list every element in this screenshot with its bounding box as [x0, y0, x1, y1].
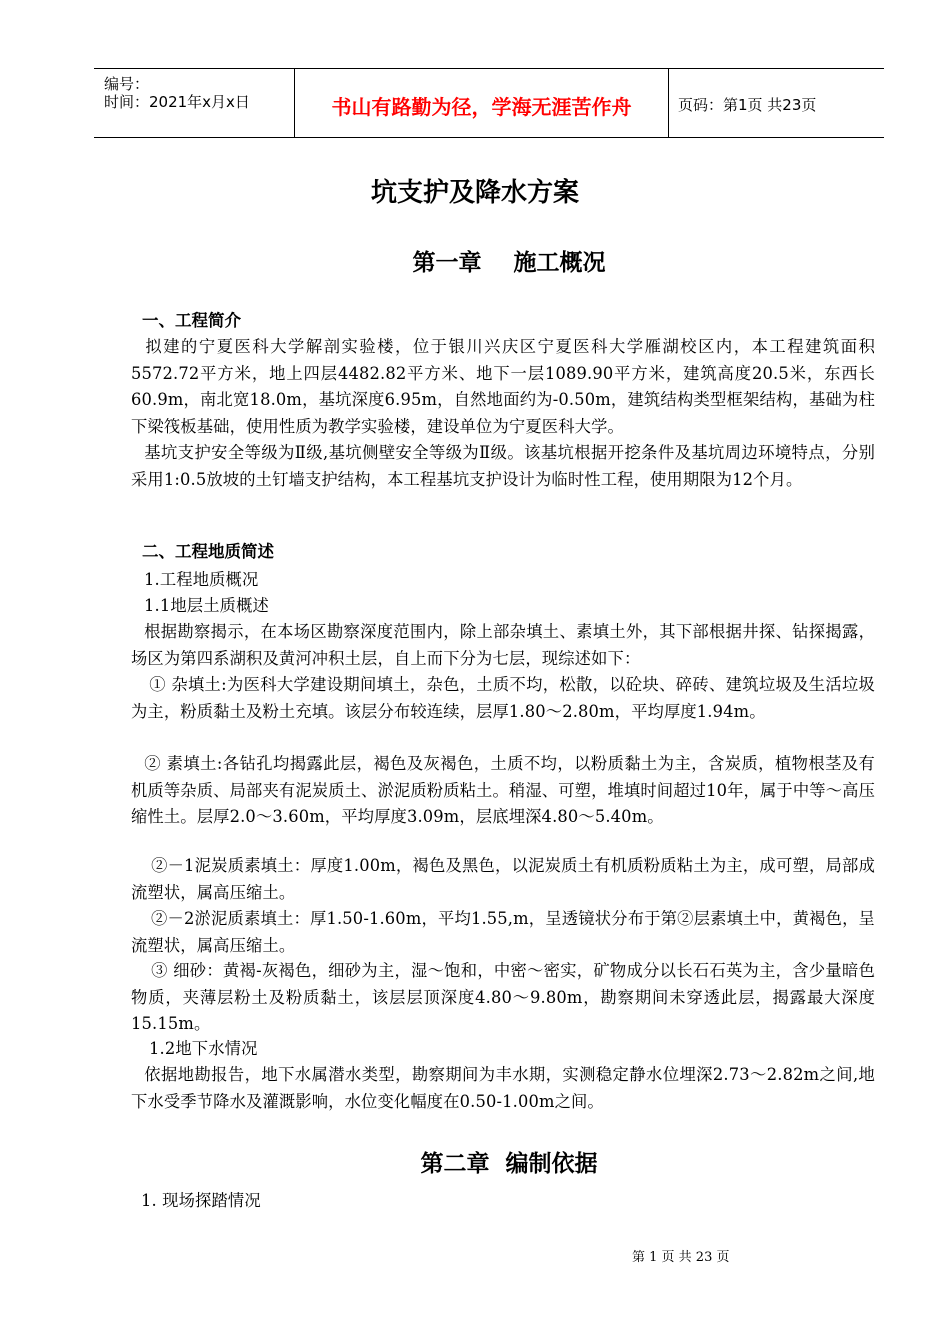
footer-page-number: 第 1 页 共 23 页	[632, 1250, 730, 1265]
header-page-info: 页码：第1页 共23页	[678, 96, 817, 114]
section-2-heading: 二、工程地质简述	[142, 542, 274, 561]
paragraph-groundwater	[131, 1062, 875, 1115]
subheading-text: 1.1地层土质概述	[144, 596, 269, 615]
paragraph-survey	[131, 619, 875, 672]
paragraph-text: 基坑支护安全等级为Ⅱ级,基坑侧壁安全等级为Ⅱ级。该基坑根据开挖条件及基坑周边环境特点，分别采用1:0.5放坡的土钉墙支护结构，本工程基坑支护设计为临时性工程，使用期限为12个月。	[131, 443, 875, 489]
list-item-site-survey	[131, 1188, 875, 1215]
paragraph-support-level	[131, 440, 875, 493]
paragraph-layer-1	[131, 672, 875, 725]
header-right-cell	[668, 69, 884, 137]
header-motto-cell	[294, 69, 669, 137]
document-title: 坑支护及降水方案	[370, 178, 579, 208]
subheading-strata	[131, 593, 875, 620]
paragraph-layer-3	[131, 958, 875, 1038]
paragraph-text: 根据勘察揭示，在本场区勘察深度范围内，除上部杂填土、素填土外，其下部根据井探、钻探揭露，场区为第四系湖积及黄河冲积土层，自上而下分为七层，现综述如下：	[131, 622, 875, 668]
subheading-text: 1.工程地质概况	[144, 570, 259, 589]
paragraph-text: ②－2淤泥质素填土：厚1.50-1.60m，平均1.55,m，呈透镜状分布于第②层素填土中，黄褐色，呈流塑状，属高压缩土。	[131, 909, 875, 955]
subheading-groundwater	[131, 1036, 875, 1063]
header-motto: 书山有路勤为径，学海无涯苦作舟	[331, 95, 632, 119]
page-header-table	[94, 68, 884, 138]
paragraph-text: 依据地勘报告，地下水属潜水类型，勘察期间为丰水期，实测稳定静水位埋深2.73～2.82m之间,地下水受季节降水及灌溉影响，水位变化幅度在0.50-1.00m之间。	[131, 1065, 875, 1111]
header-left-cell	[94, 69, 294, 137]
paragraph-project-intro	[131, 334, 875, 440]
list-item-text: 1. 现场探踏情况	[141, 1191, 261, 1210]
paragraph-text: ③ 细砂：黄褐-灰褐色，细砂为主，湿～饱和，中密～密实，矿物成分以长石石英为主，含少量暗色物质，夹薄层粉土及粉质黏土，该层层顶深度4.80～9.80m，勘察期间未穿透此层，揭露最大深度15.15m。	[131, 961, 875, 1033]
doc-date-label: 时间：2021年x月x日	[104, 93, 250, 111]
chapter-2-heading: 第二章 编制依据	[420, 1151, 598, 1177]
paragraph-text: ② 素填土:各钻孔均揭露此层，褐色及灰褐色，土质不均，以粉质黏土为主，含炭质，植物根茎及有机质等杂质、局部夹有泥炭质土、淤泥质粉质粘土。稍湿、可塑，堆填时间超过10年，属于中等～高压缩性土。层厚2.0～3.60m，平均厚度3.09m，层底埋深4.80～5.40m。	[131, 754, 875, 826]
subheading-geology	[131, 567, 875, 594]
paragraph-text: 拟建的宁夏医科大学解剖实验楼，位于银川兴庆区宁夏医科大学雁湖校区内，本工程建筑面积5572.72平方米，地上四层4482.82平方米、地下一层1089.90平方米，建筑高度20.5米，东西长60.9m，南北宽18.0m，基坑深度6.95m，自然地面约为-0.50m，建筑结构类型框架结构，基础为柱下梁筏板基础，使用性质为教学实验楼，建设单位为宁夏医科大学。	[131, 337, 875, 436]
paragraph-layer-2	[131, 751, 875, 831]
paragraph-layer-2-1	[131, 853, 875, 906]
paragraph-layer-2-2	[131, 906, 875, 959]
chapter-1-heading: 第一章 施工概况	[412, 250, 606, 276]
paragraph-text: ① 杂填土:为医科大学建设期间填土，杂色，土质不均，松散，以砼块、碎砖、建筑垃圾及生活垃圾为主，粉质黏土及粉土充填。该层分布较连续，层厚1.80～2.80m，平均厚度1.94m。	[131, 675, 875, 721]
doc-number-label: 编号：	[104, 75, 150, 93]
section-1-heading: 一、工程简介	[142, 311, 241, 330]
subheading-text: 1.2地下水情况	[149, 1039, 258, 1058]
paragraph-text: ②－1泥炭质素填土：厚度1.00m，褐色及黑色，以泥炭质土有机质粉质粘土为主，成可塑，局部成流塑状，属高压缩土。	[131, 856, 875, 902]
